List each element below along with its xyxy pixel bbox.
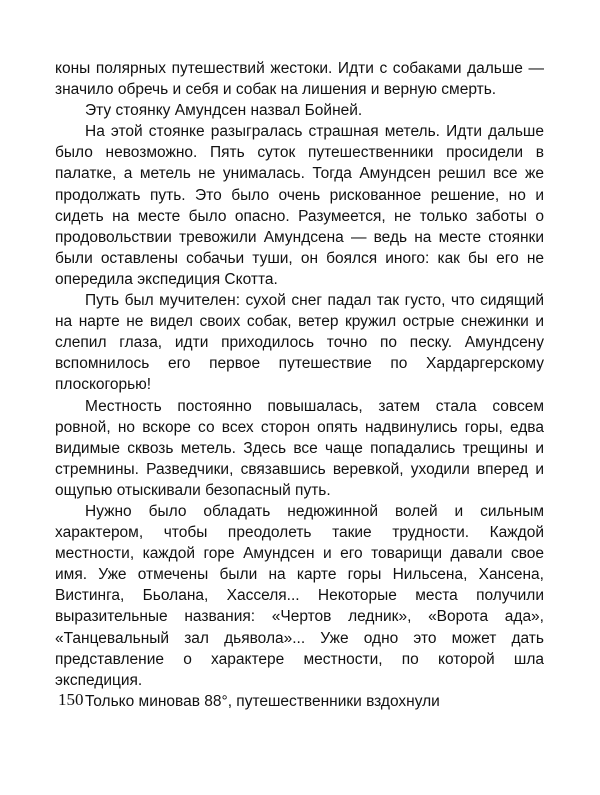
paragraph-7: Только миновав 88°, путешественники вздохнули xyxy=(85,692,440,710)
paragraph-2: Эту стоянку Амундсен назвал Бойней. xyxy=(85,102,363,120)
paragraph-3: На этой стоянке разыгралась страшная метель. Идти дальше было невозможно. Пять суток путешественники просидели в палатке, а метель не унималась. Тогда Амундсен решил все же продолжать путь. Это было очень рискованное решение, но и сидеть на месте было опасно. Разумеется, не только заботы о продовольствии тревожили Амундсена — ведь на месте стоянки были оставлены собачьи туши, он боялся иного: как бы его не опередила экспедиция Скотта. xyxy=(55,123,544,288)
body-text xyxy=(55,58,544,712)
paragraph-5: Местность постоянно повышалась, затем стала совсем ровной, но вскоре со всех сторон опять надвинулись горы, едва видимые сквозь метель. Здесь все чаще попадались трещины и стремнины. Разведчики, связавшись веревкой, уходили вперед и ощупью отыскивали безопасный путь. xyxy=(55,397,544,499)
page-number: 150 xyxy=(58,690,84,709)
paragraph-1: коны полярных путешествий жестоки. Идти с собаками дальше — значило обречь и себя и собак на лишения и верную смерть. xyxy=(55,60,544,99)
paragraph-6: Нужно было обладать недюжинной волей и сильным характером, чтобы преодолеть такие трудности. Каждой местности, каждой горе Амундсен и его товарищи давали свое имя. Уже отмечены были на карте горы Нильсена, Хансена, Вистинга, Бьолана, Хасселя... Некоторые места получили выразительные названия: «Чертов ледник», «Ворота ада», «Танцевальный зал дьявола»... Уже одно это может дать представление о характере местности, по которой шла экспедиция. xyxy=(55,502,544,689)
paragraph-4: Путь был мучителен: сухой снег падал так густо, что сидящий на нарте не видел своих собак, ветер кружил острые снежинки и слепил глаза, идти приходилось точно по песку. Амундсену вспомнилось его первое путешествие по Хардаргерскому плоскогорью! xyxy=(55,292,544,394)
